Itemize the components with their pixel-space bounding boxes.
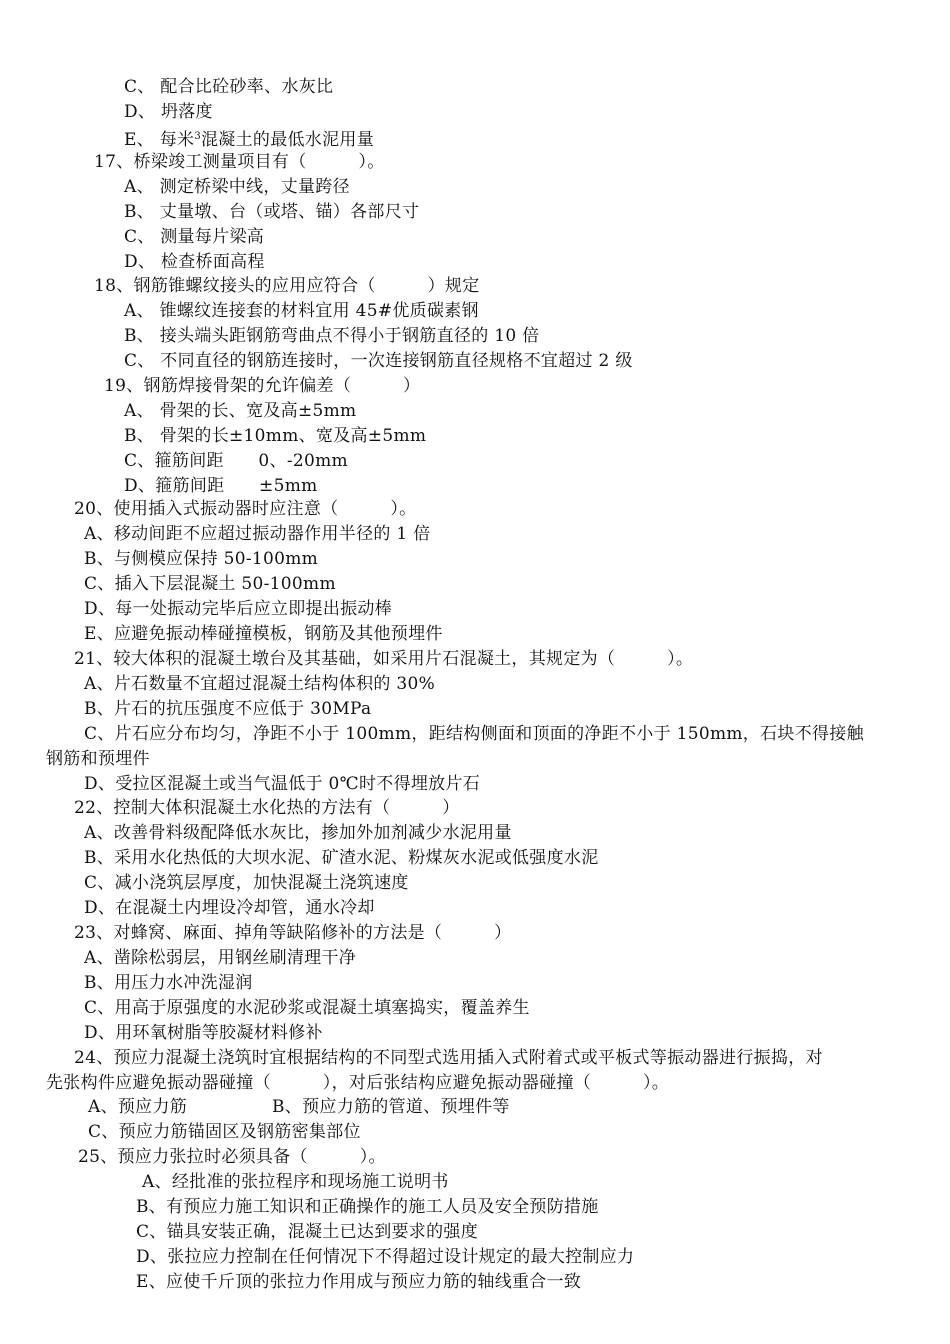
question-17: 17、桥梁竣工测量项目有（ ）。 (94, 152, 385, 172)
option-a: A、 锥螺纹连接套的材料宜用 45#优质碳素钢 (124, 301, 479, 321)
option-b: B、 接头端头距钢筋弯曲点不得小于钢筋直径的 10 倍 (124, 326, 540, 346)
option-c-continued: 钢筋和预埋件 (46, 749, 150, 769)
option-a: A、凿除松弱层，用钢丝刷清理干净 (84, 948, 357, 968)
option-b: B、预应力筋的管道、预埋件等 (272, 1097, 510, 1117)
option-a: A、预应力筋 (88, 1097, 188, 1117)
option-c: C、箍筋间距 0、-20mm (124, 451, 348, 471)
question-18: 18、钢筋锥螺纹接头的应用应符合（ ）规定 (94, 276, 480, 296)
option-b: B、片石的抗压强度不应低于 30MPa (84, 699, 372, 719)
option-a: A、经批准的张拉程序和现场施工说明书 (142, 1172, 449, 1192)
question-21: 21、较大体积的混凝土墩台及其基础，如采用片石混凝土，其规定为（ ）。 (74, 649, 694, 669)
option-e: E、应避免振动棒碰撞模板，钢筋及其他预埋件 (84, 624, 443, 644)
option-c: C、插入下层混凝土 50-100mm (84, 574, 336, 594)
option-c: C、锚具安装正确，混凝土已达到要求的强度 (136, 1222, 479, 1242)
option-e: E、应使千斤顶的张拉力作用成与预应力筋的轴线重合一致 (136, 1272, 582, 1292)
option-c: C、用高于原强度的水泥砂浆或混凝土填塞捣实，覆盖养生 (84, 998, 530, 1018)
option-d: D、在混凝土内埋设冷却管，通水冷却 (84, 898, 375, 918)
option-d: D、张拉应力控制在任何情况下不得超过设计规定的最大控制应力 (136, 1247, 635, 1267)
option-d: D、 坍落度 (124, 102, 213, 122)
question-22: 22、控制大体积混凝土水化热的方法有（ ） (74, 798, 460, 818)
option-e: E、 每米$^3$混凝土的最低水泥用量 (124, 130, 374, 150)
option-a: A、移动间距不应超过振动器作用半径的 1 倍 (84, 524, 431, 544)
option-b: B、与侧模应保持 50-100mm (84, 549, 319, 569)
option-a: A、片石数量不宜超过混凝土结构体积的 30% (84, 674, 436, 694)
option-b: B、 丈量墩、台（或塔、锚）各部尺寸 (124, 202, 420, 222)
question-24: 24、预应力混凝土浇筑时宜根据结构的不同型式选用插入式附着式或平板式等振动器进行振捣，对 (74, 1048, 823, 1068)
option-b: B、用压力水冲洗湿润 (84, 973, 253, 993)
question-20: 20、使用插入式振动器时应注意（ ）。 (74, 499, 417, 519)
option-c: C、 配合比砼砂率、水灰比 (124, 77, 334, 97)
question-24-continued: 先张构件应避免振动器碰撞（ ），对后张结构应避免振动器碰撞（ ）。 (46, 1073, 670, 1093)
option-d: D、用环氧树脂等胶凝材料修补 (84, 1023, 323, 1043)
option-d: D、受拉区混凝土或当气温低于 0℃时不得埋放片石 (84, 774, 481, 794)
option-b: B、采用水化热低的大坝水泥、矿渣水泥、粉煤灰水泥或低强度水泥 (84, 848, 599, 868)
option-a: A、改善骨料级配降低水灰比，掺加外加剂减少水泥用量 (84, 823, 512, 843)
option-d: D、每一处振动完毕后应立即提出振动棒 (84, 599, 393, 619)
option-a: A、 测定桥梁中线，丈量跨径 (124, 177, 350, 197)
option-d: D、箍筋间距 ±5mm (124, 476, 318, 496)
question-19: 19、钢筋焊接骨架的允许偏差（ ） (104, 376, 421, 396)
question-25: 25、预应力张拉时必须具备（ ）。 (78, 1147, 386, 1167)
option-b: B、有预应力施工知识和正确操作的施工人员及安全预防措施 (136, 1197, 599, 1217)
question-23: 23、对蜂窝、麻面、掉角等缺陷修补的方法是（ ） (74, 923, 512, 943)
option-d: D、 检查桥面高程 (124, 252, 265, 272)
option-a: A、 骨架的长、宽及高±5mm (124, 401, 357, 421)
option-c: C、预应力筋锚固区及钢筋密集部位 (88, 1122, 361, 1142)
option-c: C、片石应分布均匀，净距不小于 100mm，距结构侧面和顶面的净距不小于 150mm，石块不得接触 (84, 724, 864, 744)
option-b: B、 骨架的长±10mm、宽及高±5mm (124, 426, 427, 446)
option-c: C、 测量每片梁高 (124, 227, 265, 247)
option-c: C、减小浇筑层厚度，加快混凝土浇筑速度 (84, 873, 409, 893)
option-c: C、 不同直径的钢筋连接时，一次连接钢筋直径规格不宜超过 2 级 (124, 351, 633, 371)
